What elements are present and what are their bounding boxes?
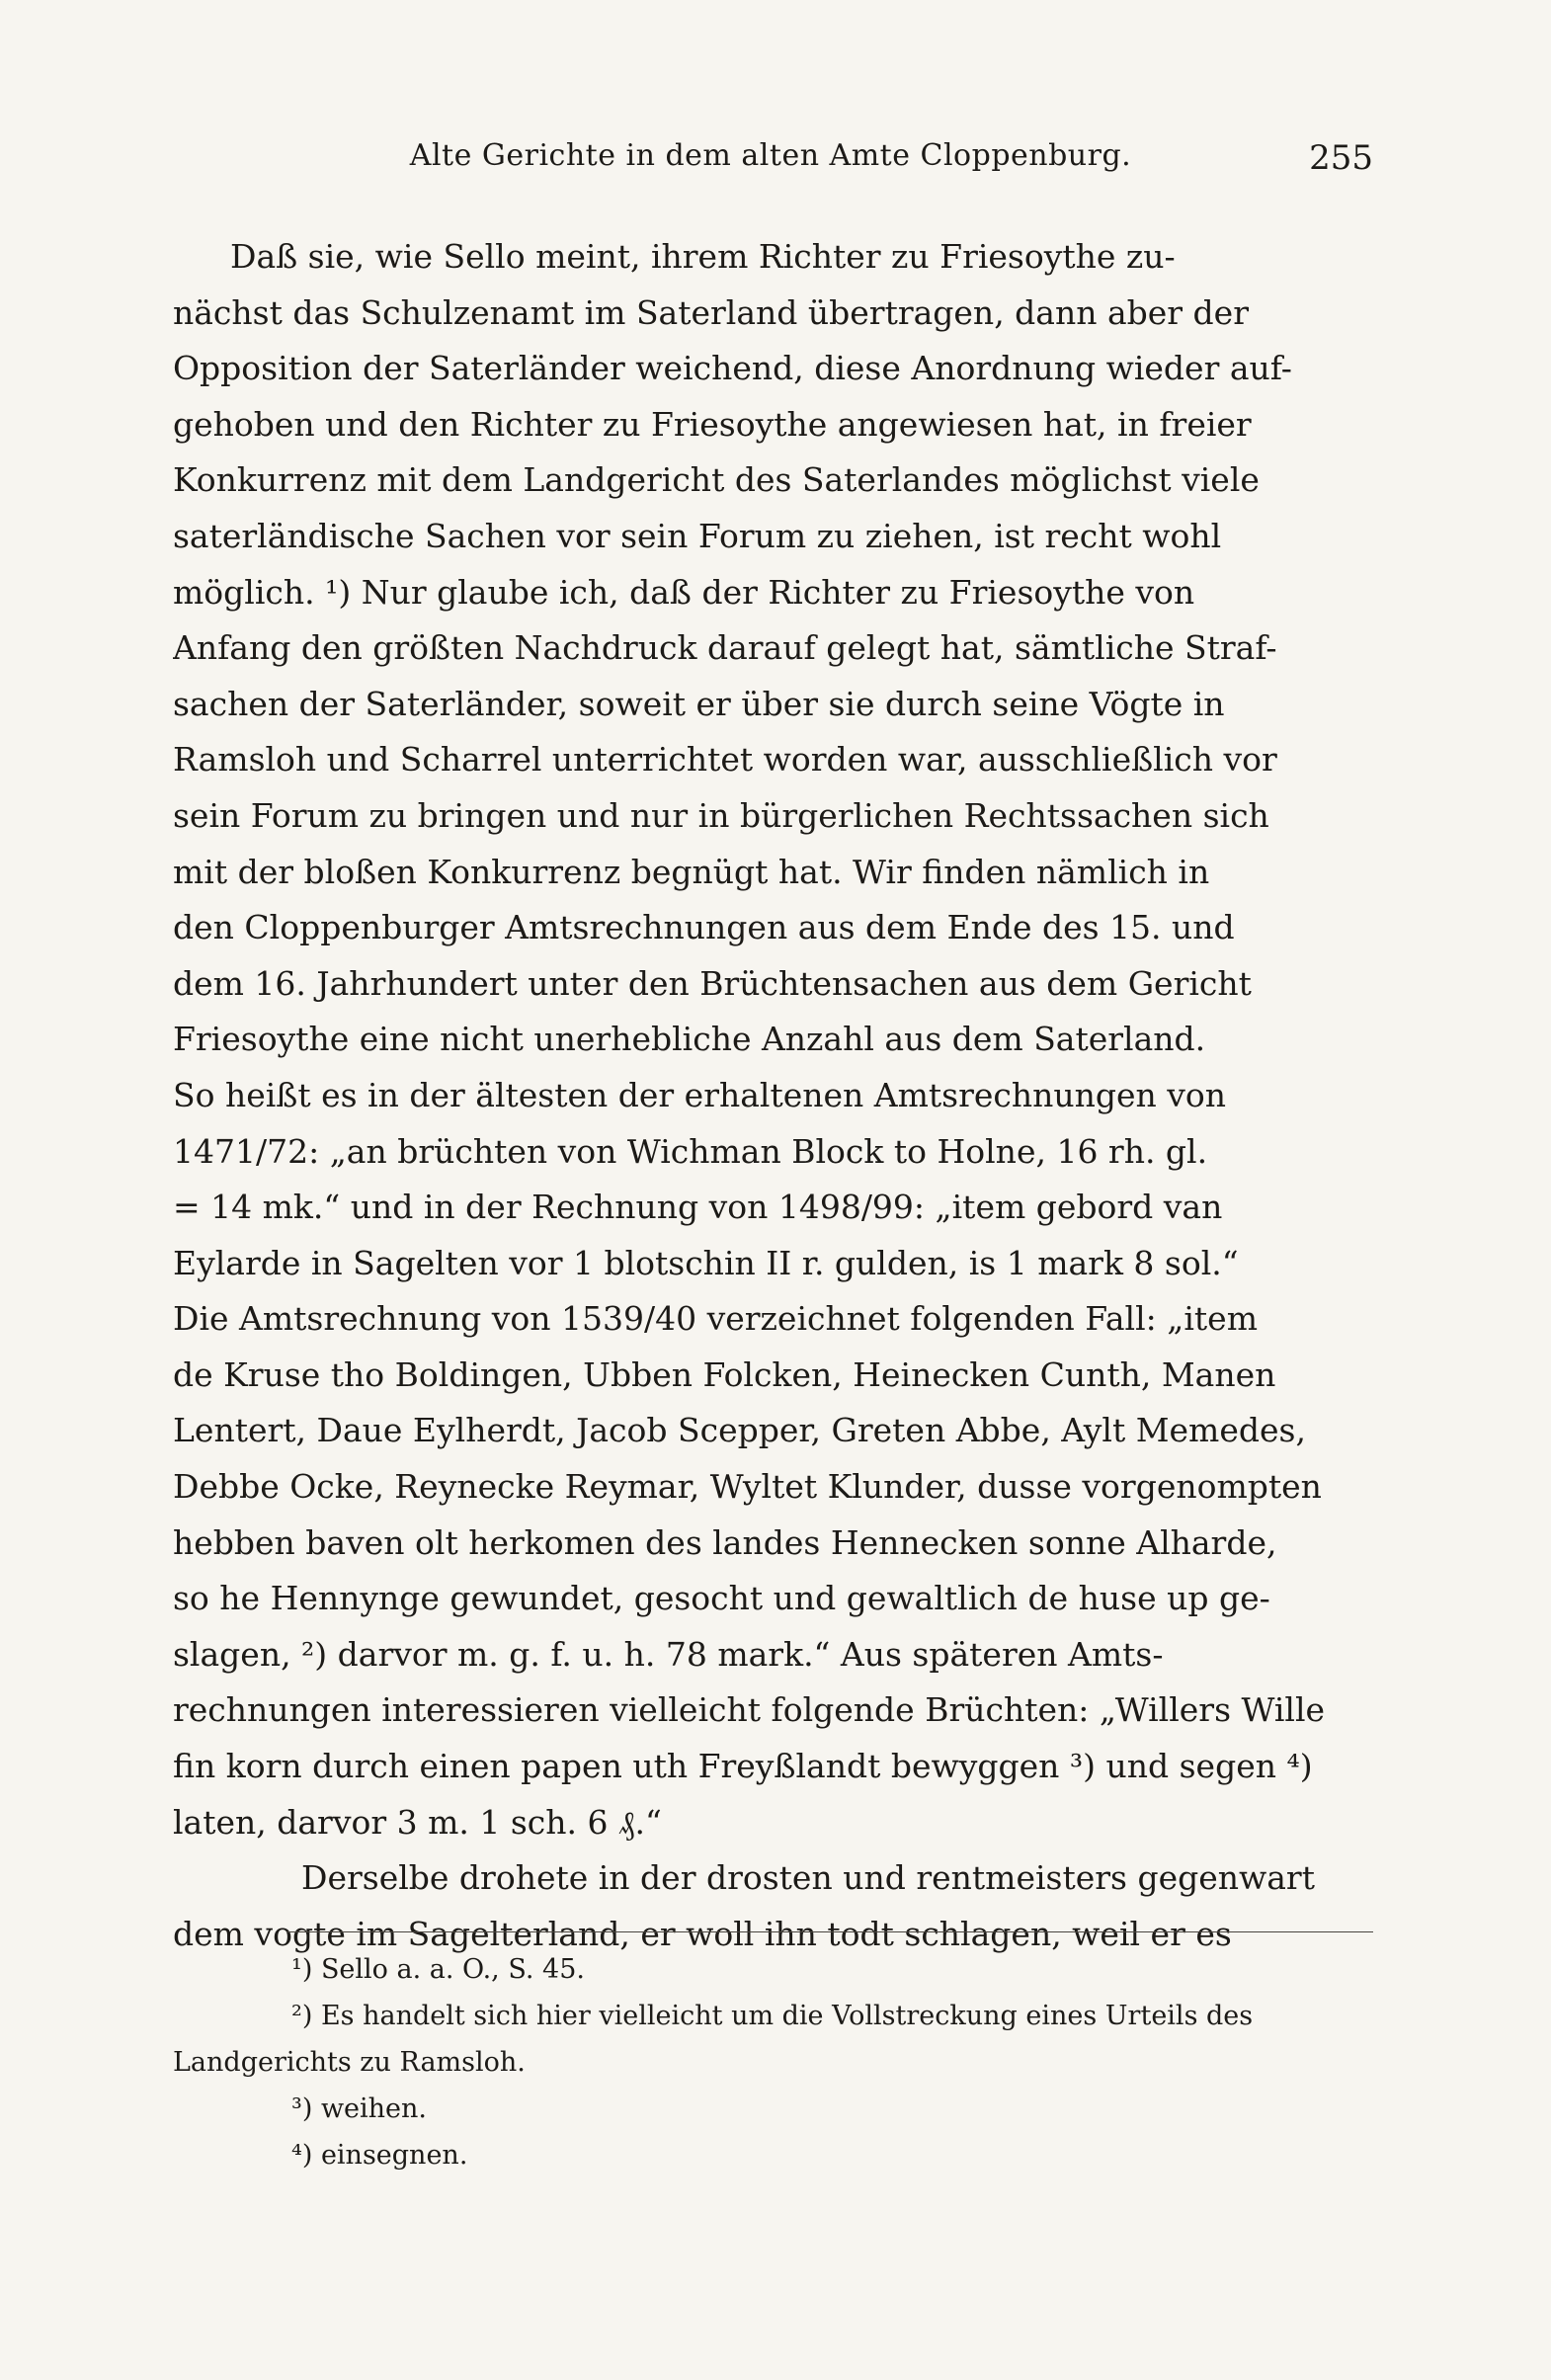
body-line: = 14 mk.“ und in der Rechnung von 1498/99: „item gebord van xyxy=(173,1188,1223,1227)
body-line: möglich. ¹) Nur glaube ich, daß der Richter zu Friesoythe von xyxy=(173,572,1195,612)
body-line: saterländische Sachen vor sein Forum zu ziehen, ist recht wohl xyxy=(173,516,1222,555)
body-line: sein Forum zu bringen und nur in bürgerlichen Rechtssachen sich xyxy=(173,795,1269,835)
body-line: so he Hennynge gewundet, gesocht und gewaltlich de huse up ge- xyxy=(173,1579,1270,1618)
body-line: Debbe Ocke, Reynecke Reymar, Wyltet Klunder, dusse vorgenompten xyxy=(173,1467,1322,1507)
footnote-rule xyxy=(286,1931,1373,1932)
body-line: Eylarde in Sagelten vor 1 blotschin II r. gulden, is 1 mark 8 sol.“ xyxy=(173,1243,1239,1282)
body-line: den Cloppenburger Amtsrechnungen aus dem Ende des 15. und xyxy=(173,908,1235,947)
body-line: Friesoythe eine nicht unerhebliche Anzahl aus dem Saterland. xyxy=(173,1020,1206,1059)
body-line: slagen, ²) darvor m. g. f. u. h. 78 mark.“ Aus späteren Amts- xyxy=(173,1634,1164,1674)
body-line: fin korn durch einen papen uth Freyßlandt bewyggen ³) und segen ⁴) xyxy=(173,1747,1313,1786)
body-line: sachen der Saterländer, soweit er über sie durch seine Vögte in xyxy=(173,684,1225,723)
body-line: hebben baven olt herkomen des landes Hennecken sonne Alharde, xyxy=(173,1522,1277,1562)
body-line: Die Amtsrechnung von 1539/40 verzeichnet folgenden Fall: „item xyxy=(173,1299,1259,1339)
body-line: So heißt es in der ältesten der erhaltenen Amtsrechnungen von xyxy=(173,1075,1227,1114)
footnote-line: ³) weihen. xyxy=(291,2093,428,2124)
body-line: laten, darvor 3 m. 1 sch. 6 ₰.“ xyxy=(173,1802,662,1842)
body-line: de Kruse tho Boldingen, Ubben Folcken, Heinecken Cunth, Manen xyxy=(173,1354,1276,1394)
footnote-line: ⁴) einsegnen. xyxy=(291,2140,468,2171)
body-line: Anfang den größten Nachdruck darauf gelegt hat, sämtliche Straf- xyxy=(173,628,1277,668)
body-line: dem vogte im Sagelterland, er woll ihn todt schlagen, weil er es xyxy=(173,1914,1232,1953)
body-line: 1471/72: „an brüchten von Wichman Block to Holne, 16 rh. gl. xyxy=(173,1131,1208,1171)
page-number: 255 xyxy=(1309,138,1373,178)
body-line: gehoben und den Richter zu Friesoythe angewiesen hat, in freier xyxy=(173,404,1252,444)
body-line: Lentert, Daue Eylherdt, Jacob Scepper, Greten Abbe, Aylt Memedes, xyxy=(173,1411,1306,1450)
body-line: nächst das Schulzenamt im Saterland übertragen, dann aber der xyxy=(173,292,1249,332)
running-head-title: Alte Gerichte in dem alten Amte Cloppenburg. xyxy=(409,138,1132,173)
body-line: rechnungen interessieren vielleicht folgende Brüchten: „Willers Wille xyxy=(173,1690,1326,1730)
running-header xyxy=(168,138,1373,198)
body-line: dem 16. Jahrhundert unter den Brüchtensachen aus dem Gericht xyxy=(173,963,1252,1003)
body-line: Derselbe drohete in der drosten und rentmeisters gegenwart xyxy=(301,1858,1315,1898)
footnote-line: Landgerichts zu Ramsloh. xyxy=(173,2047,526,2078)
footnotes xyxy=(173,1946,1373,2178)
body-line: Opposition der Saterländer weichend, diese Anordnung wieder auf- xyxy=(173,349,1292,388)
body-text xyxy=(173,229,1373,1962)
body-line: Daß sie, wie Sello meint, ihrem Richter zu Friesoythe zu- xyxy=(230,237,1176,276)
body-line: Konkurrenz mit dem Landgericht des Saterlandes möglichst viele xyxy=(173,460,1260,500)
footnote-line: ²) Es handelt sich hier vielleicht um die Vollstreckung eines Urteils des xyxy=(291,2001,1254,2031)
footnote-line: ¹) Sello a. a. O., S. 45. xyxy=(291,1954,585,1985)
body-line: Ramsloh und Scharrel unterrichtet worden war, ausschließlich vor xyxy=(173,740,1277,780)
body-line: mit der bloßen Konkurrenz begnügt hat. Wir finden nämlich in xyxy=(173,852,1210,891)
